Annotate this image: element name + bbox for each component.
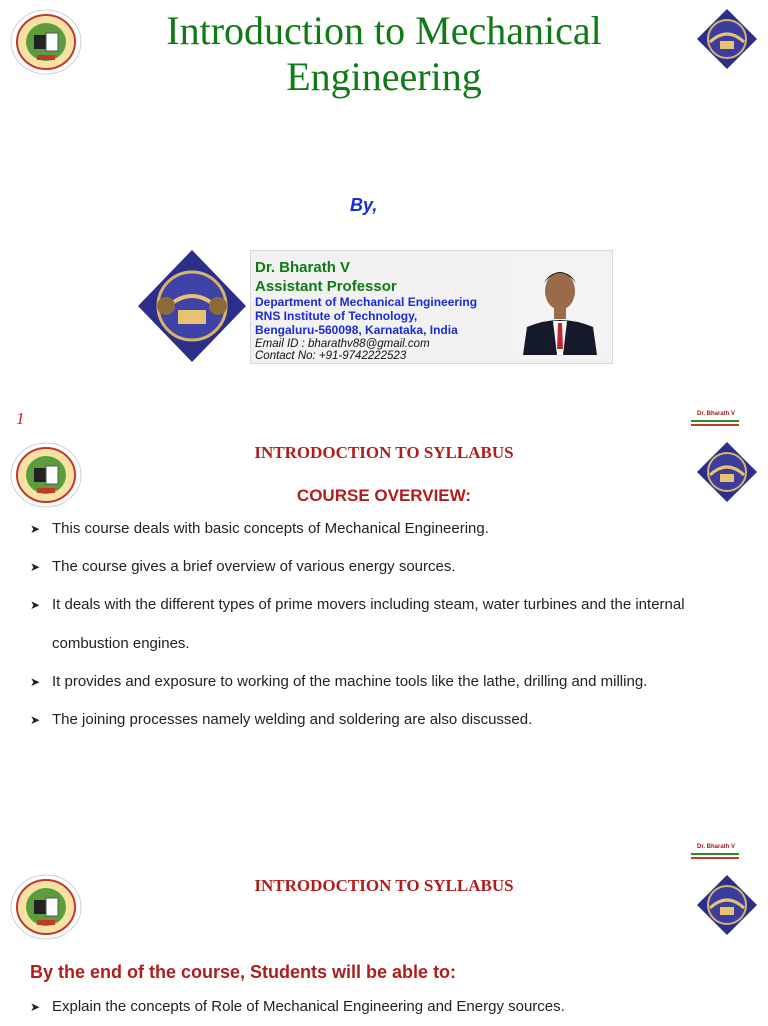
author-tag <box>691 844 741 859</box>
list-item-text: The course gives a brief overview of various energy sources. <box>52 558 456 575</box>
course-overview-heading: COURSE OVERVIEW: <box>296 486 472 505</box>
arrow-bullet-icon: ➤ <box>30 675 41 689</box>
page-number: 1 <box>16 409 25 428</box>
slide-heading: INTRODOCTION TO SYLLABUS <box>254 876 514 895</box>
author-address: Bengaluru-560098, Karnataka, India <box>255 323 458 337</box>
presentation-title: Introduction to Mechanical Engineering <box>166 8 602 99</box>
list-item <box>30 701 744 739</box>
rns-card-logo <box>136 248 248 364</box>
author-tag <box>691 411 741 426</box>
author-tag-text: Dr. Bharath V <box>696 411 735 417</box>
list-item-continuation: combustion engines. <box>52 635 190 652</box>
arrow-bullet-icon: ➤ <box>30 1000 41 1014</box>
author-tag-rule-2 <box>691 857 739 859</box>
slide-heading: INTRODOCTION TO SYLLABUS <box>254 443 514 462</box>
author-card <box>250 250 613 364</box>
by-label: By, <box>350 195 378 215</box>
list-item <box>30 510 744 548</box>
rns-logo <box>696 874 758 936</box>
arrow-bullet-icon: ➤ <box>30 598 41 612</box>
author-tag-rule <box>691 853 739 855</box>
author-contact: Contact No: +91-9742222523 <box>255 350 407 362</box>
list-item <box>30 586 744 624</box>
arrow-bullet-icon: ➤ <box>30 560 41 574</box>
list-item-text: It provides and exposure to working of the machine tools like the lathe, drilling and milling. <box>52 673 648 690</box>
list-item-text: The joining processes namely welding and soldering are also discussed. <box>52 711 533 728</box>
author-tag-rule <box>691 420 739 422</box>
list-item <box>30 988 744 1026</box>
list-item-text: It deals with the different types of prime movers including steam, water turbines and the internal <box>52 596 685 613</box>
author-tag-rule-2 <box>691 424 739 426</box>
rns-logo <box>696 8 758 70</box>
list-item <box>30 663 744 701</box>
author-institute: RNS Institute of Technology, <box>255 309 418 323</box>
author-email: Email ID : bharathv88@gmail.com <box>255 338 430 350</box>
vtu-logo <box>10 9 82 75</box>
list-item <box>30 548 744 586</box>
list-item-text: This course deals with basic concepts of Mechanical Engineering. <box>52 520 489 537</box>
author-dept: Department of Mechanical Engineering <box>255 295 478 309</box>
author-name: Dr. Bharath V <box>255 259 351 276</box>
author-tag-text: Dr. Bharath V <box>696 844 735 850</box>
author-role: Assistant Professor <box>255 278 397 295</box>
outcome-heading: By the end of the course, Students will be able to: <box>30 962 457 982</box>
arrow-bullet-icon: ➤ <box>30 522 41 536</box>
arrow-bullet-icon: ➤ <box>30 713 41 727</box>
list-item-text: Explain the concepts of Role of Mechanical Engineering and Energy sources. <box>52 998 565 1015</box>
rns-logo <box>696 441 758 503</box>
author-photo <box>513 257 607 355</box>
